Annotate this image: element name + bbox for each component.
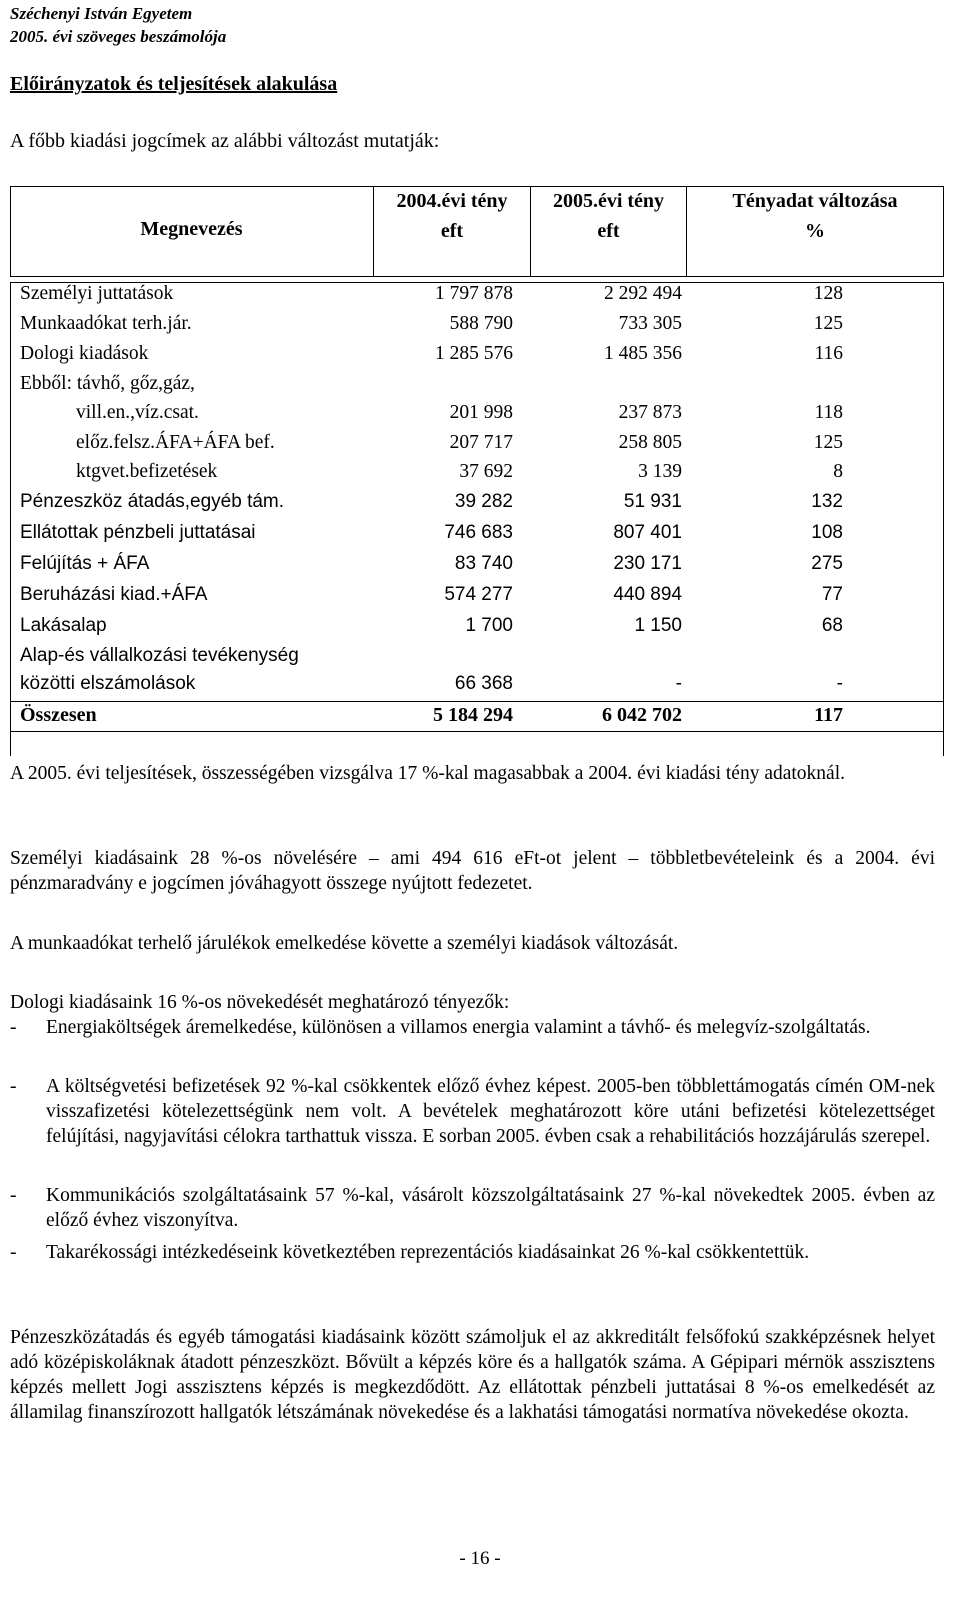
table-total-top-border (10, 701, 944, 702)
row-value-2005: 440 894 (613, 584, 682, 605)
row-name: ktgvet.befizetések (76, 461, 218, 482)
list-item-text: A költségvetési befizetések 92 %-kal csökkentek előző évhez képest. 2005-ben többlettámogatás címén OM-nek visszafizetési kötelezettségünk nem volt. A bevételek meghatározott köre utáni befizetési kötelezettséget felújítási, nagyjavítási célokra tarthattuk vissza. E sorban 2005. évben csak a rehabilitációs hozzájárulás szerepel. (46, 1076, 935, 1147)
row-value-2004: 201 998 (449, 402, 513, 423)
table-total-bottom-border (10, 731, 944, 732)
col-header-change-label: Tényadat változása (732, 190, 898, 212)
list-item-text: Takarékossági intézkedéseink következtében reprezentációs kiadásainkat 26 %-kal csökkentettük. (46, 1242, 810, 1263)
list-item-text: Energiaköltségek áremelkedése, különösen a villamos energia valamint a távhő- és melegvíz-szolgáltatás. (46, 1017, 871, 1038)
row-name-continued: közötti elszámolások (20, 673, 196, 694)
col-header-2004-unit: eft (440, 220, 464, 242)
row-change-pct: 125 (813, 432, 843, 453)
row-name: Pénzeszköz átadás,egyéb tám. (20, 491, 285, 512)
col-header-2005-unit: eft (597, 220, 620, 242)
row-value-2005: 807 401 (613, 522, 682, 543)
row-value-2005: 1 150 (634, 615, 682, 636)
row-name: Ebből: távhő, gőz,gáz, (20, 373, 195, 394)
total-label: Összesen (20, 704, 97, 726)
list-dash: - (10, 1017, 17, 1038)
col-header-2005-label: 2005.évi tény (552, 190, 665, 212)
row-change-pct: 128 (813, 283, 843, 304)
row-change-pct: 118 (814, 402, 843, 423)
row-change-pct: 116 (814, 343, 843, 364)
row-value-2005: - (675, 673, 682, 694)
paragraph-transfers: Pénzeszközátadás és egyéb támogatási kiadásaink között számoljuk el az akkreditált felsőfokú szakképzésnek helyet adó középiskoláknak átadott pénzeszközt. Bővült a képzés köre és a hallgatók száma. A Gépipari mérnök asszisztens képzés mellett Jogi asszisztens képzés is megkezdődött. Az ellátottak pénzbeli juttatásai 8 %-os emelkedését az államilag finanszírozott hallgatók létszámának növekedése és a lakhatási támogatási normatíva növekedése okozta. (10, 1327, 935, 1423)
row-change-pct: 77 (821, 584, 843, 605)
col-header-2004 (374, 186, 530, 246)
intro-text: A főbb kiadási jogcímek az alábbi változást mutatják: (10, 130, 440, 152)
table-body-right-border (943, 282, 944, 756)
row-value-2004: 39 282 (454, 491, 513, 512)
row-name: Lakásalap (20, 615, 107, 636)
total-value-2004: 5 184 294 (433, 704, 513, 726)
row-value-2004: 207 717 (449, 432, 513, 453)
total-change-pct: 117 (814, 704, 843, 726)
row-name: Munkaadókat terh.jár. (20, 313, 192, 334)
row-value-2004: 1 700 (465, 615, 513, 636)
row-value-2005: 1 485 356 (604, 343, 682, 364)
col-header-change-unit: % (805, 220, 825, 242)
list-dash: - (10, 1076, 17, 1097)
paragraph-contributions: A munkaadókat terhelő járulékok emelkedése követte a személyi kiadások változását. (10, 933, 679, 954)
row-value-2004: 1 285 576 (435, 343, 513, 364)
row-value-2005: 258 805 (618, 432, 682, 453)
row-value-2005: 51 931 (623, 491, 682, 512)
list-item-text: Kommunikációs szolgáltatásaink 57 %-kal, vásárolt közszolgáltatásaink 27 %-kal növekedtek 2005. évben az előző évhez viszonyítva. (46, 1185, 935, 1231)
row-name: Ellátottak pénzbeli juttatásai (20, 522, 256, 543)
row-name: Beruházási kiad.+ÁFA (20, 584, 208, 605)
row-change-pct: 8 (833, 461, 843, 482)
paragraph-total-change: A 2005. évi teljesítések, összességében vizsgálva 17 %-kal magasabbak a 2004. évi kiadási tény adatoknál. (10, 763, 846, 784)
row-change-pct: 125 (813, 313, 843, 334)
total-value-2005: 6 042 702 (602, 704, 682, 726)
row-value-2004: 588 790 (449, 313, 513, 334)
row-value-2005: 237 873 (618, 402, 682, 423)
row-value-2004: 746 683 (444, 522, 513, 543)
col-header-name: Megnevezés (140, 218, 243, 240)
list-dash: - (10, 1185, 17, 1206)
document-header (10, 2, 226, 48)
row-change-pct: 68 (821, 615, 843, 636)
paragraph-personnel: Személyi kiadásaink 28 %-os növelésére – ami 494 616 eFt-ot jelent – többletbevételeink és a 2004. évi pénzmaradvány e jogcímen jóváhagyott összege nyújtott fedezetet. (10, 848, 935, 894)
row-name: Felújítás + ÁFA (20, 553, 150, 574)
row-change-pct: 132 (811, 491, 843, 512)
header-report-title: 2005. évi szöveges beszámolója (10, 27, 227, 46)
row-change-pct: 108 (811, 522, 843, 543)
row-name-continued: vill.en.,víz.csat. (76, 402, 199, 423)
table-right-border (943, 186, 944, 276)
header-institution: Széchenyi István Egyetem (10, 4, 193, 23)
col-header-change (687, 186, 943, 246)
row-value-2005: 230 171 (613, 553, 682, 574)
row-name: Alap-és vállalkozási tevékenység (20, 645, 299, 666)
row-change-pct: 275 (811, 553, 843, 574)
row-value-2004: 66 368 (454, 673, 513, 694)
row-name: Személyi juttatások (20, 283, 174, 304)
table-header-bottom-border (10, 276, 944, 277)
row-change-pct: - (836, 673, 843, 694)
row-value-2005: 2 292 494 (604, 283, 682, 304)
paragraph-material-intro: Dologi kiadásaink 16 %-os növekedését meghatározó tényezők: (10, 992, 510, 1013)
row-value-2004: 1 797 878 (435, 283, 513, 304)
row-value-2004: 83 740 (454, 553, 513, 574)
page-number: - 16 - (459, 1548, 501, 1569)
col-header-2004-label: 2004.évi tény (396, 190, 508, 212)
row-value-2005: 733 305 (618, 313, 682, 334)
col-header-2005 (531, 186, 686, 246)
row-value-2004: 574 277 (444, 584, 513, 605)
row-value-2004: 37 692 (459, 461, 513, 482)
table-body-left-border (10, 282, 11, 756)
list-dash: - (10, 1242, 17, 1263)
row-value-2005: 3 139 (638, 461, 682, 482)
row-name: előz.felsz.ÁFA+ÁFA bef. (76, 432, 275, 453)
section-title: Előirányzatok és teljesítések alakulása (10, 73, 338, 95)
row-name: Dologi kiadások (20, 343, 149, 364)
